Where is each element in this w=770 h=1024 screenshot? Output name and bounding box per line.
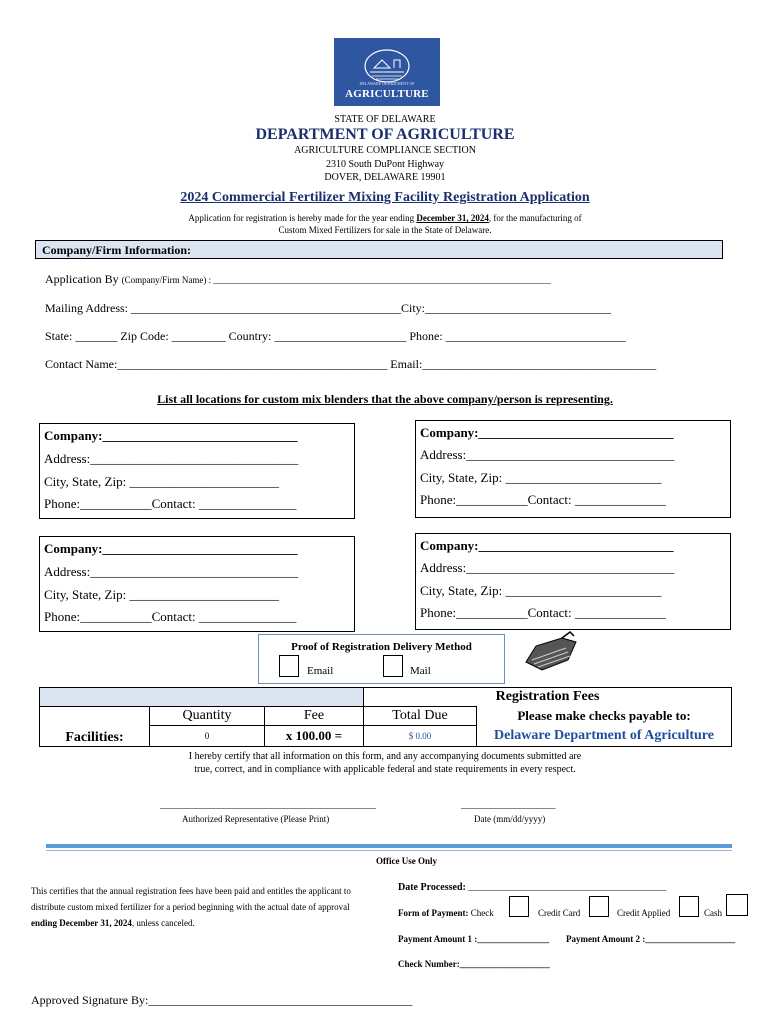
contact-email-field[interactable]: Contact Name:_____________________________________________ Email:_______________________________________	[45, 357, 657, 371]
logo-small-text: DELAWARE DEPARTMENT OF	[359, 81, 415, 86]
form-of-payment-label: Form of Payment: Check	[398, 908, 494, 918]
fee-value: x 100.00 =	[265, 726, 364, 747]
credit-applied-label: Credit Applied	[617, 908, 671, 918]
state-zip-country-phone-field[interactable]: State: _______ Zip Code: _________ Country: ______________________ Phone: ______________________________	[45, 329, 626, 343]
location-company: Company:______________________________	[44, 428, 298, 443]
proof-delivery-box	[258, 634, 505, 684]
check-checkbox[interactable]	[509, 896, 529, 917]
location-box-3[interactable]	[39, 536, 355, 632]
logo-name: AGRICULTURE	[345, 88, 429, 100]
department-heading: DEPARTMENT OF AGRICULTURE	[255, 126, 515, 143]
total-due-header: Total Due	[364, 707, 477, 726]
mailbox-icon	[522, 630, 580, 676]
state-heading: STATE OF DELAWARE	[334, 114, 436, 125]
location-city: City, State, Zip: _______________________	[44, 474, 279, 489]
street-address: 2310 South DuPont Highway	[325, 159, 445, 170]
date-label: Date (mm/dd/yyyy)	[474, 814, 546, 824]
section-heading: AGRICULTURE COMPLIANCE SECTION	[294, 145, 476, 156]
application-by-field[interactable]: Application By (Company/Firm Name) : ___________________________________________________________________________	[45, 272, 551, 286]
location-box-2[interactable]	[415, 420, 731, 518]
location-box-1[interactable]	[39, 423, 355, 519]
credit-card-label: Credit Card	[538, 908, 581, 918]
section-divider-thin	[46, 850, 732, 851]
location-city: City, State, Zip: ________________________	[420, 583, 662, 598]
payable-to: Delaware Department of Agriculture	[477, 726, 732, 747]
payment-amount-2-field[interactable]: Payment Amount 2 :____________________	[566, 934, 736, 944]
check-number-field[interactable]: Check Number:____________________	[398, 959, 550, 969]
location-box-4[interactable]	[415, 533, 731, 630]
quantity-value[interactable]: 0	[150, 726, 265, 747]
cash-checkbox[interactable]	[726, 894, 748, 916]
certification-text: I hereby certify that all information on this form, and any accompanying documents submitted are true, correct, and in compliance with applicable federal and state requirements in every respect.	[188, 751, 582, 775]
location-phone: Phone:___________Contact: _______________	[44, 496, 297, 511]
location-company: Company:______________________________	[420, 425, 674, 440]
location-phone: Phone:___________Contact: ______________	[420, 492, 666, 507]
rep-signature-label: Authorized Representative (Please Print)	[182, 814, 330, 824]
mail-checkbox[interactable]	[383, 655, 403, 677]
email-label: Email	[307, 665, 334, 677]
payable-label: Please make checks payable to:	[477, 707, 732, 726]
credit-applied-checkbox[interactable]	[679, 896, 699, 917]
location-company: Company:______________________________	[420, 538, 674, 553]
date-line[interactable]: _____________________	[461, 800, 556, 810]
cash-label: Cash	[704, 908, 722, 918]
fee-header: Fee	[265, 707, 364, 726]
quantity-header: Quantity	[150, 707, 265, 726]
credit-card-checkbox[interactable]	[589, 896, 609, 917]
location-city: City, State, Zip: ________________________	[420, 470, 662, 485]
approved-signature-field[interactable]: Approved Signature By:____________________________________________	[31, 993, 413, 1007]
form-title: 2024 Commercial Fertilizer Mixing Facility Registration Application	[180, 190, 590, 205]
date-processed-field[interactable]: Date Processed: ____________________________________________	[398, 882, 667, 893]
location-company: Company:______________________________	[44, 541, 298, 556]
location-phone: Phone:___________Contact: _______________	[44, 609, 297, 624]
city-address: DOVER, DELAWARE 19901	[324, 172, 446, 183]
fees-heading: Registration Fees	[364, 688, 732, 707]
section-divider	[46, 844, 732, 848]
company-section-heading: Company/Firm Information:	[35, 240, 723, 259]
location-address: Address:________________________________	[420, 560, 675, 575]
proof-title: Proof of Registration Delivery Method	[291, 641, 472, 653]
location-city: City, State, Zip: _______________________	[44, 587, 279, 602]
rep-signature-line[interactable]: ________________________________________________	[160, 800, 376, 810]
agriculture-logo	[334, 38, 440, 106]
mailing-address-field[interactable]: Mailing Address: _____________________________________________City:_______________________________	[45, 301, 612, 315]
payment-amount-1-field[interactable]: Payment Amount 1 :________________	[398, 934, 550, 944]
office-use-heading: Office Use Only	[376, 856, 437, 866]
mail-label: Mail	[410, 665, 431, 677]
office-certify-text: This certifies that the annual registration fees have been paid and entitles the applicant to distribute custom mixed fertilizer for a period beginning with the actual date of approval ending December 31, 2024, unless canceled.	[31, 886, 351, 928]
location-address: Address:________________________________	[44, 451, 299, 466]
email-checkbox[interactable]	[279, 655, 299, 677]
location-phone: Phone:___________Contact: ______________	[420, 605, 666, 620]
location-address: Address:________________________________	[420, 447, 675, 462]
registration-fees-table	[39, 687, 732, 747]
intro-date: December 31, 2024	[416, 213, 489, 223]
total-due-value: $ 0.00	[364, 726, 477, 747]
locations-heading: List all locations for custom mix blenders that the above company/person is representing.	[157, 392, 613, 406]
location-address: Address:________________________________	[44, 564, 299, 579]
facilities-label: Facilities:	[40, 726, 150, 747]
intro-text: Application for registration is hereby made for the year ending December 31, 2024, for the manufacturing of Custom Mixed Fertilizers for sale in the State of Delaware.	[188, 213, 582, 235]
